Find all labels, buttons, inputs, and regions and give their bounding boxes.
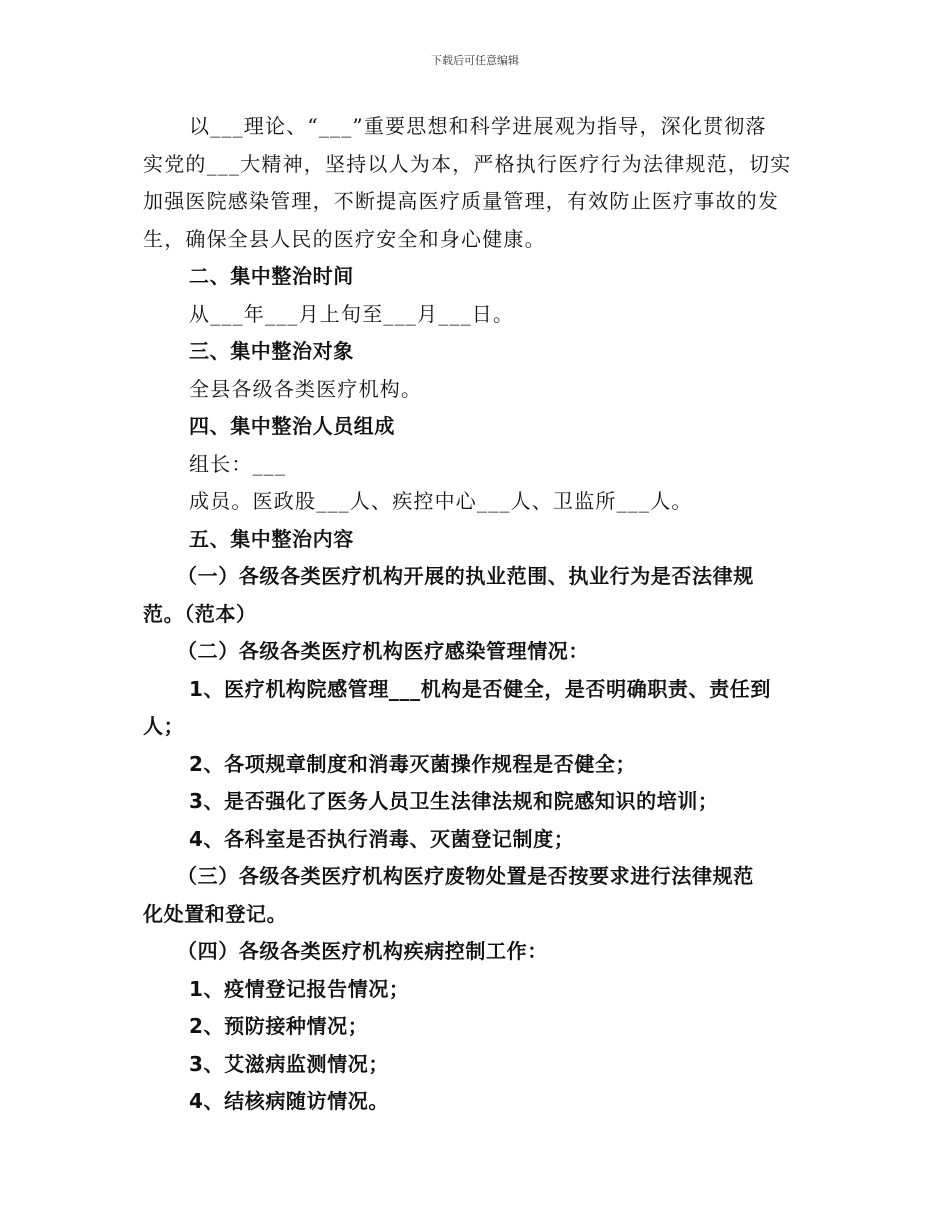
item-2-sub-3: 3、是否强化了医务人员卫生法律法规和院感知识的培训； xyxy=(189,789,719,813)
item-3-line-2: 化处置和登记。 xyxy=(143,901,288,926)
body-line-4: 生，确保全县人民的医疗安全和身心健康。 xyxy=(143,226,546,251)
item-4-sub-1: 1、疫情登记报告情况； xyxy=(189,976,410,1001)
item-3-line-1: （三）各级各类医疗机构医疗废物处置是否按要求进行法律规范 xyxy=(177,864,754,888)
body-line-2: 实党的___大精神，坚持以人为本，严格执行医疗行为法律规范，切实 xyxy=(143,151,792,176)
item-2-sub-1-line-1: 1、医疗机构院感管理___机构是否健全，是否明确职责、责任到 xyxy=(189,676,771,701)
item-2-sub-1-line-2: 人； xyxy=(143,714,185,738)
page-header-note: 下载后可任意编辑 xyxy=(431,54,519,67)
item-4-sub-4: 4、结核病随访情况。 xyxy=(189,1089,389,1113)
document-body xyxy=(143,108,810,1121)
section-heading-4: 四、集中整治人员组成 xyxy=(189,414,395,438)
section-heading-3: 三、集中整治对象 xyxy=(189,339,354,363)
item-4-sub-3: 3、艾滋病监测情况； xyxy=(189,1051,389,1076)
body-line-3: 加强医院感染管理，不断提高医疗质量管理，有效防止医疗事故的发 xyxy=(143,189,779,213)
item-4-heading: （四）各级各类医疗机构疾病控制工作： xyxy=(177,939,548,963)
members-line: 成员。医政股___人、疾控中心___人、卫监所___人。 xyxy=(189,489,693,513)
item-1-line-2: 范。（范本） xyxy=(143,601,257,626)
section-heading-2: 二、集中整治时间 xyxy=(189,264,354,288)
item-2-sub-4: 4、各科室是否执行消毒、灭菌登记制度； xyxy=(189,826,575,851)
body-line-1: 以___理论、“___”重要思想和科学进展观为指导，深化贯彻落 xyxy=(189,114,767,138)
item-2-heading: （二）各级各类医疗机构医疗感染管理情况： xyxy=(177,639,589,663)
leader-line: 组长：___ xyxy=(189,451,287,476)
target-line: 全县各级各类医疗机构。 xyxy=(189,376,423,401)
item-1-line-1: （一）各级各类医疗机构开展的执业范围、执业行为是否法律规 xyxy=(177,564,754,588)
item-2-sub-2: 2、各项规章制度和消毒灭菌操作规程是否健全； xyxy=(189,751,637,776)
section-heading-5: 五、集中整治内容 xyxy=(189,526,354,551)
schedule-line: 从___年___月上旬至___月___日。 xyxy=(189,301,515,326)
item-4-sub-2: 2、预防接种情况； xyxy=(189,1014,369,1038)
